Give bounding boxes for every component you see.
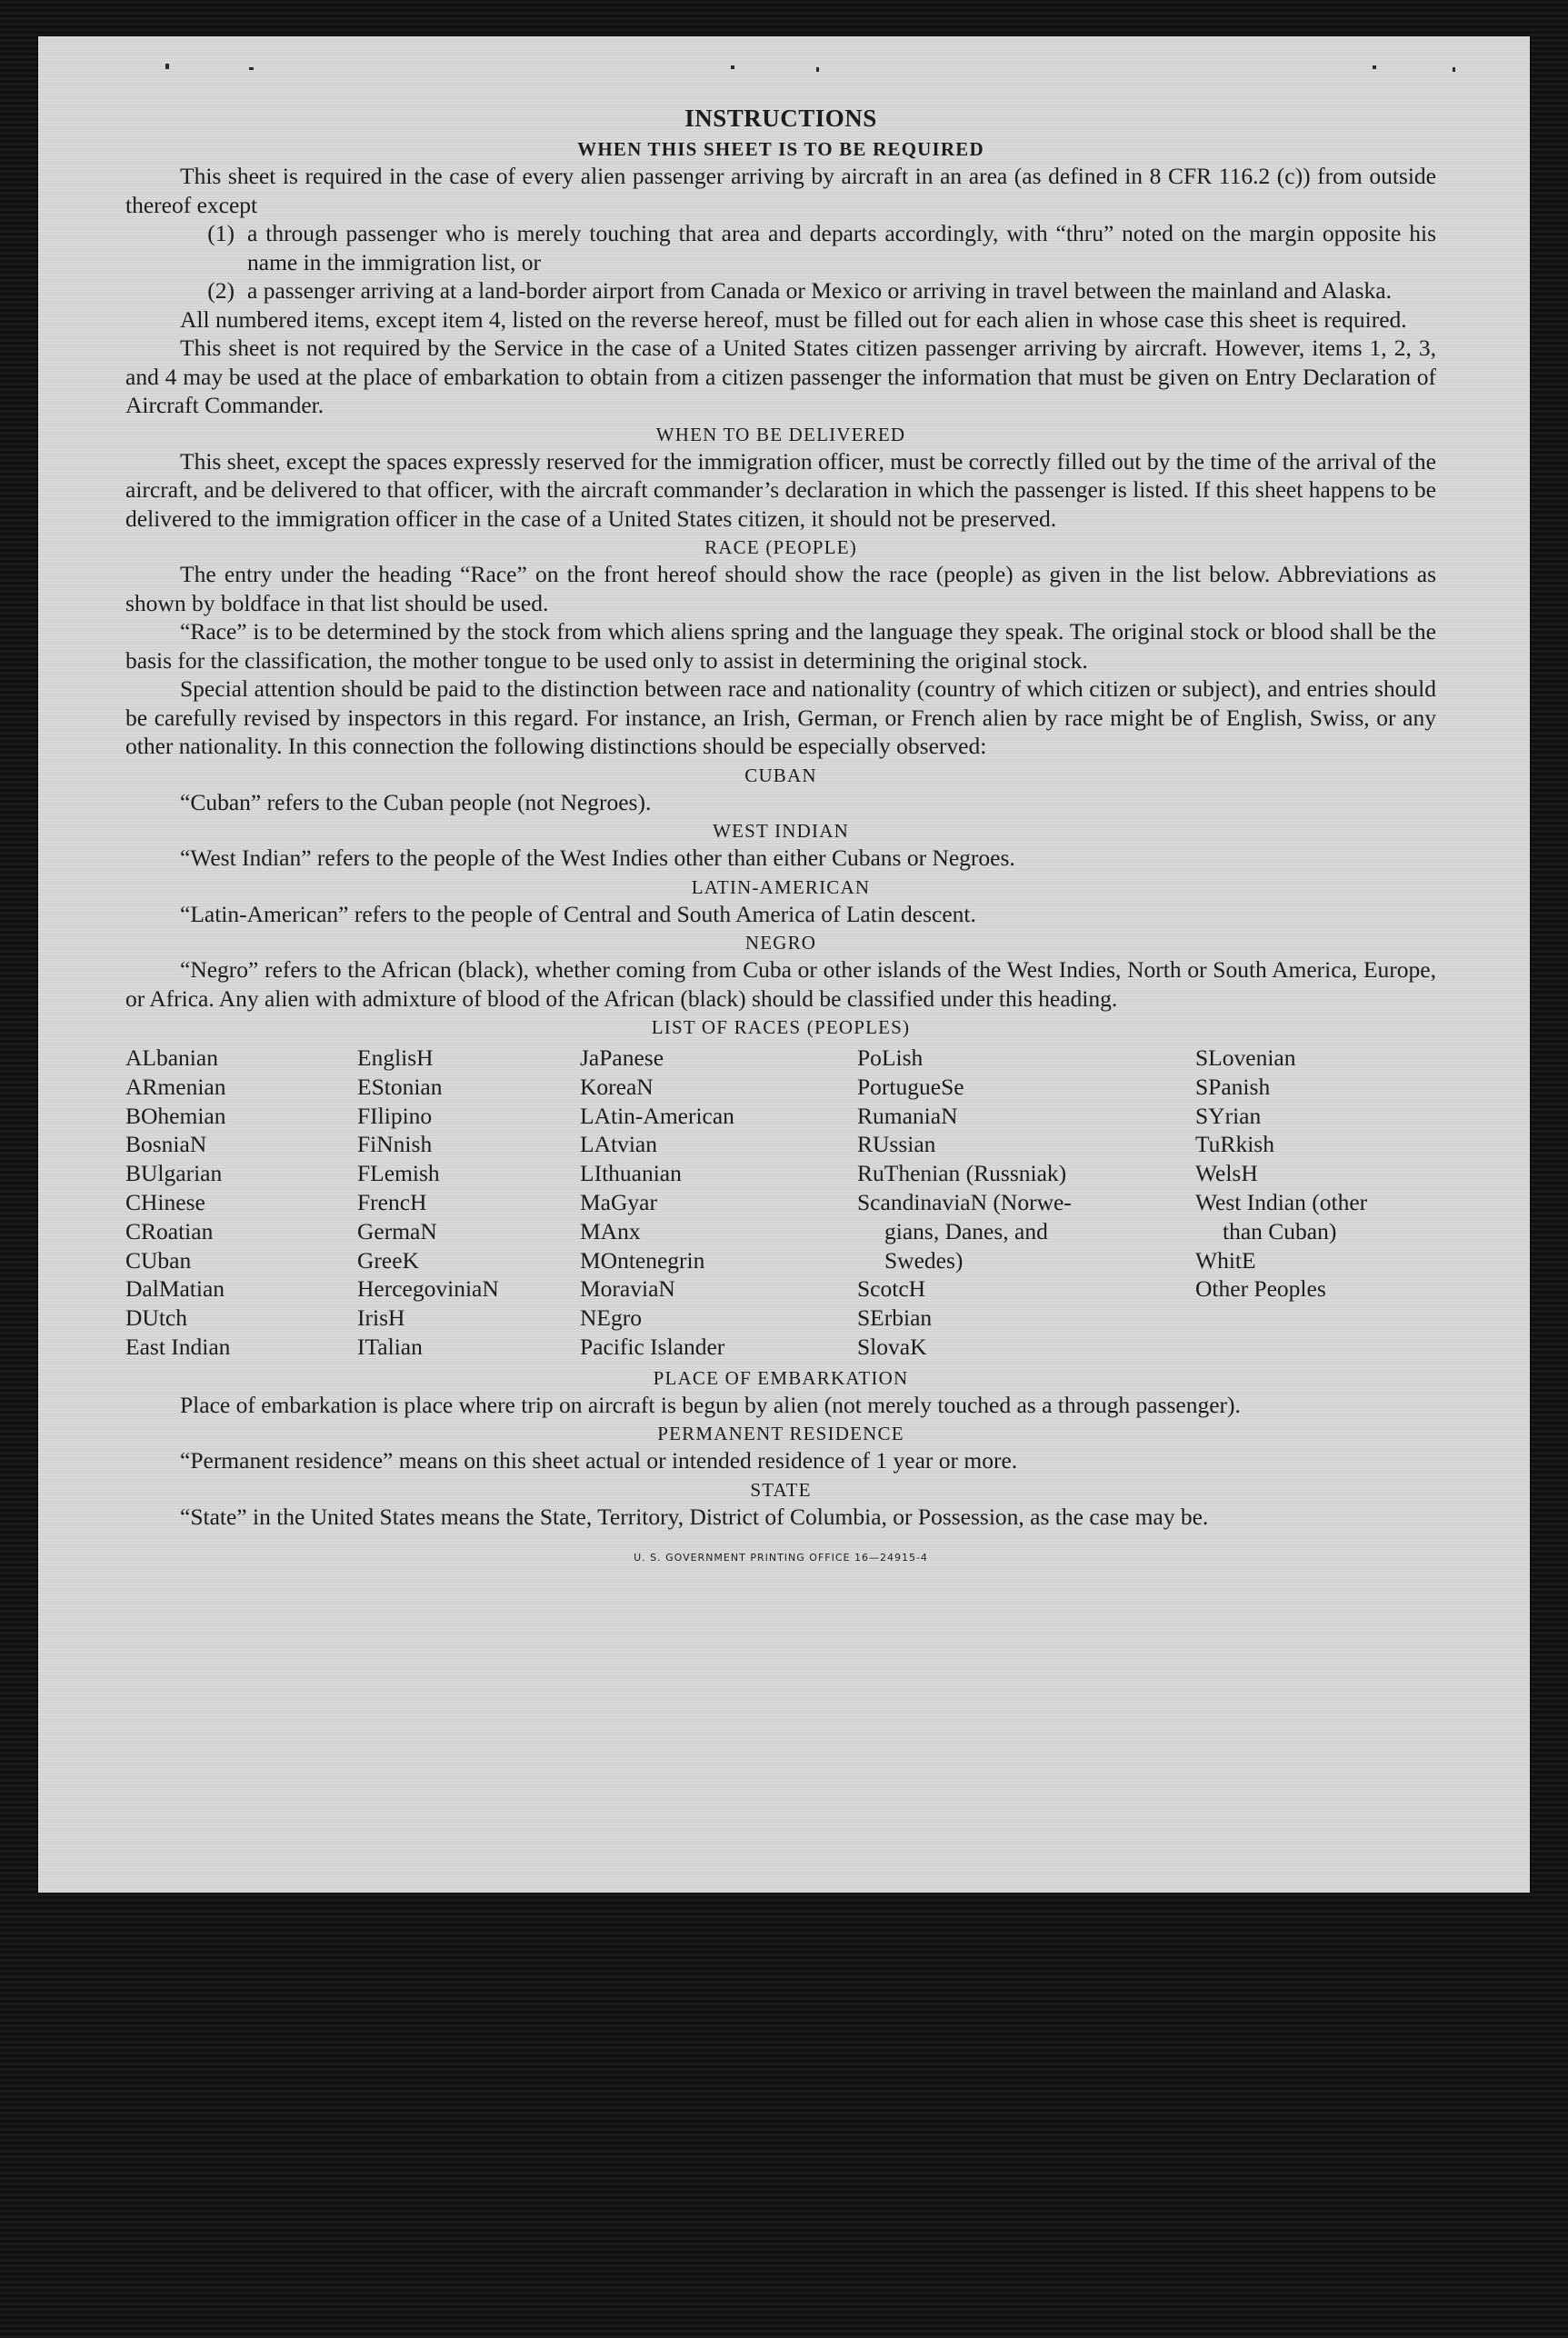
race-entry: ITalian <box>357 1333 423 1360</box>
state-text: “State” in the United States means the State, Territory, District of Columbia, or Possession, as the case may be. <box>180 1503 1209 1530</box>
race-entry: GermaN <box>357 1217 437 1244</box>
race-entry: East Indian <box>125 1333 231 1360</box>
race-entry-continued: Swedes) <box>884 1246 964 1274</box>
race-entry: ALbanian <box>125 1044 218 1071</box>
race-entry: RumaniaN <box>857 1102 958 1129</box>
race-entry: FLemish <box>357 1160 440 1187</box>
races-table <box>125 1044 1436 1362</box>
race-entry: PortugueSe <box>857 1073 964 1100</box>
race-entry: MaGyar <box>580 1188 657 1215</box>
scan-speck <box>1453 67 1455 72</box>
exception-item-1 <box>125 219 1436 276</box>
race-para-1: The entry under the heading “Race” on the front hereof should show the race (people) as given in the list below. Abbreviations as shown by boldface in that list should be used. <box>125 561 1436 616</box>
scan-speck <box>816 67 819 72</box>
heading-negro: NEGRO <box>744 932 817 954</box>
races-column-4 <box>857 1044 1195 1362</box>
heading-delivered: WHEN TO BE DELIVERED <box>655 423 906 445</box>
race-entry: PoLish <box>857 1044 924 1071</box>
race-entry-continued: than Cuban) <box>1223 1217 1337 1244</box>
race-entry: SPanish <box>1195 1073 1271 1100</box>
race-entry: SErbian <box>857 1304 933 1332</box>
race-entry: MAnx <box>580 1217 641 1244</box>
race-entry: LIthuanian <box>580 1160 682 1187</box>
race-entry: BOhemian <box>125 1102 226 1129</box>
race-entry: CUban <box>125 1246 192 1274</box>
heading-required: WHEN THIS SHEET IS TO BE REQUIRED <box>577 138 984 160</box>
required-intro: This sheet is required in the case of every alien passenger arriving by aircraft in an area (as defined in 8 CFR 116.2 (c)) from outside thereof except <box>125 163 1436 218</box>
race-entry: TuRkish <box>1195 1131 1274 1158</box>
race-entry: WhitE <box>1195 1246 1256 1274</box>
page-title: INSTRUCTIONS <box>684 105 877 132</box>
race-entry: JaPanese <box>580 1044 664 1071</box>
required-para-2: All numbered items, except item 4, listed on the reverse hereof, must be filled out for each alien in whose case this sheet is required. <box>180 305 1407 333</box>
race-entry: Pacific Islander <box>580 1333 725 1360</box>
race-entry: IrisH <box>357 1304 405 1332</box>
race-entry: SYrian <box>1195 1102 1262 1129</box>
race-entry: ARmenian <box>125 1073 226 1100</box>
scan-speck <box>165 64 169 69</box>
scan-speck <box>731 65 734 69</box>
heading-residence: PERMANENT RESIDENCE <box>657 1423 904 1445</box>
race-entry: DalMatian <box>125 1275 225 1303</box>
exception-item-2 <box>125 276 1436 305</box>
heading-state: STATE <box>750 1478 812 1501</box>
scan-speck <box>1373 65 1376 69</box>
item-number: (2) <box>207 277 235 304</box>
race-entry: RUssian <box>857 1131 936 1158</box>
required-para-3: This sheet is not required by the Service in the case of a United States citizen passenger arriving by aircraft. However, items 1, 2, 3, and 4 may be used at the place of embarkation to obtain from a citizen passenger the information that must be given on Entry Declaration of Aircraft Commander. <box>125 335 1436 418</box>
document-body <box>125 102 1436 1573</box>
heading-west-indian: WEST INDIAN <box>713 820 849 842</box>
west-indian-text: “West Indian” refers to the people of the West Indies other than either Cubans or Negroes. <box>180 844 1015 871</box>
item-number: (1) <box>207 220 235 246</box>
heading-list-of-races: LIST OF RACES (PEOPLES) <box>651 1016 911 1038</box>
residence-text: “Permanent residence” means on this sheet actual or intended residence of 1 year or more. <box>180 1447 1018 1474</box>
race-entry: LAtin-American <box>580 1102 734 1129</box>
heading-embarkation: PLACE OF EMBARKATION <box>653 1366 909 1389</box>
negro-text: “Negro” refers to the African (black), whether coming from Cuba or other islands of the West Indies, North or South America, Europe, or Africa. Any alien with admixture of blood of the African (black) should be classified under this heading. <box>125 956 1436 1012</box>
race-entry: NEgro <box>580 1304 642 1332</box>
races-column-5 <box>1195 1044 1436 1362</box>
race-entry: DUtch <box>125 1304 187 1332</box>
race-entry: SlovaK <box>857 1333 927 1360</box>
races-column-3 <box>580 1044 857 1362</box>
race-entry: CHinese <box>125 1188 205 1215</box>
race-entry: FiNnish <box>357 1131 433 1158</box>
heading-race: RACE (PEOPLE) <box>704 536 857 558</box>
item-text: a through passenger who is merely touching that area and departs accordingly, with “thru” noted on the margin opposite his name in the immigration list, or <box>247 220 1436 275</box>
race-entry: West Indian (other <box>1195 1188 1368 1215</box>
race-para-2: “Race” is to be determined by the stock from which aliens spring and the language they speak. The original stock or blood shall be the basis for the classification, the mother tongue to be used only to assist in determining the original stock. <box>125 618 1436 674</box>
race-entry: CRoatian <box>125 1217 214 1244</box>
race-entry: KoreaN <box>580 1073 654 1100</box>
latin-american-text: “Latin-American” refers to the people of Central and South America of Latin descent. <box>180 900 976 927</box>
item-text: a passenger arriving at a land-border airport from Canada or Mexico or arriving in travel between the mainland and Alaska. <box>247 277 1392 304</box>
race-entry: FIlipino <box>357 1102 433 1129</box>
heading-latin-american: LATIN-AMERICAN <box>691 875 871 898</box>
scan-speck <box>249 67 254 70</box>
embarkation-text: Place of embarkation is place where trip on aircraft is begun by alien (not merely touched as a through passenger). <box>180 1391 1241 1418</box>
race-entry-continued: gians, Danes, and <box>884 1217 1048 1244</box>
heading-cuban: CUBAN <box>744 764 817 786</box>
race-entry: WelsH <box>1195 1160 1258 1187</box>
race-entry: ScandinaviaN (Norwe- <box>857 1188 1072 1215</box>
race-entry: SLovenian <box>1195 1044 1296 1071</box>
race-entry: ScotcH <box>857 1275 926 1303</box>
race-entry: FrencH <box>357 1188 427 1215</box>
race-para-3: Special attention should be paid to the distinction between race and nationality (country of which citizen or subject), and entries should be carefully revised by inspectors in this regard. For instance, an Irish, German, or French alien by race might be of English, Swiss, or any other nationality. In this connection the following distinctions should be especially observed: <box>125 675 1436 759</box>
race-entry: MOntenegrin <box>580 1246 705 1274</box>
race-entry: EStonian <box>357 1073 443 1100</box>
race-entry: LAtvian <box>580 1131 657 1158</box>
race-entry: GreeK <box>357 1246 419 1274</box>
race-entry: BUlgarian <box>125 1160 223 1187</box>
race-entry: HercegoviniaN <box>357 1275 499 1303</box>
race-entry: MoraviaN <box>580 1275 675 1303</box>
race-entry: Other Peoples <box>1195 1275 1326 1303</box>
delivered-text: This sheet, except the spaces expressly reserved for the immigration officer, must be correctly filled out by the time of the arrival of the aircraft, and be delivered to that officer, with the aircraft commander’s declaration in which the passenger is listed. If this sheet happens to be delivered to the immigration officer in the case of a United States citizen, it should not be preserved. <box>125 447 1436 532</box>
races-column-1 <box>125 1044 357 1362</box>
cuban-text: “Cuban” refers to the Cuban people (not Negroes). <box>180 788 652 815</box>
race-entry: BosniaN <box>125 1131 207 1158</box>
races-column-2 <box>357 1044 580 1362</box>
printer-imprint: U. S. GOVERNMENT PRINTING OFFICE 16—24915-4 <box>634 1552 928 1564</box>
race-entry: RuThenian (Russniak) <box>857 1160 1067 1187</box>
race-entry: EnglisH <box>357 1044 434 1071</box>
